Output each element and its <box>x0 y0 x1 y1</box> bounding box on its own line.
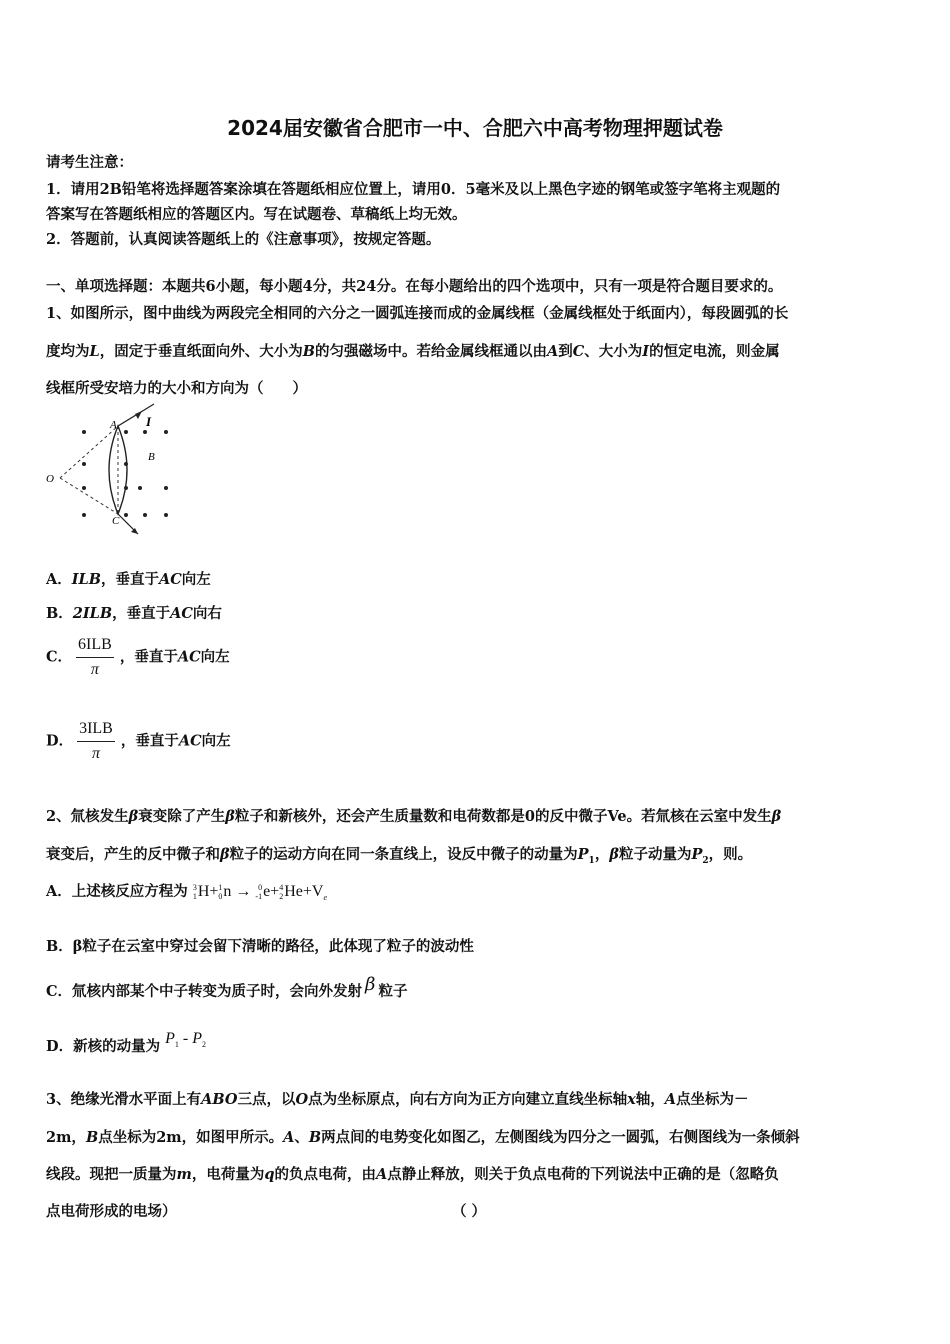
label-a: A <box>110 419 117 431</box>
q3-line-2: 2m，B点坐标为2m，如图甲所示。A、B两点间的电势变化如图乙，左侧图线为四分之一圆弧，右侧图线为一条倾斜 <box>46 1129 800 1146</box>
page-title: 2024届安徽省合肥市一中、合肥六中高考物理押题试卷 <box>227 116 723 140</box>
magnetic-field-figure <box>42 402 182 538</box>
field-dots <box>82 430 168 517</box>
label-i: I <box>146 414 152 429</box>
q1-line-3: 线框所受安培力的大小和方向为（ ） <box>46 380 307 397</box>
q1-option-b[interactable]: B．2ILB，垂直于AC向右 <box>46 605 222 622</box>
q3-line-4: 点电荷形成的电场） <box>46 1203 177 1220</box>
q2-line-2: 衰变后，产生的反中微子和β粒子的运动方向在同一条直线上，设反中微子的动量为$P_1$，β粒子动量为$P_2$，则。 <box>46 846 753 866</box>
q1-line-2: 度均为L，固定于垂直纸面向外、大小为B的匀强磁场中。若给金属线框通以由A到C、大小为I的恒定电流，则金属 <box>46 343 780 360</box>
current-arrow-out <box>131 528 138 534</box>
label-b: B <box>148 451 155 463</box>
fraction-3ilb: $\frac{\text{3ILB}}{\pi}$ <box>79 720 113 762</box>
notice-line-2: 答案写在答题纸相应的答题区内。写在试题卷、草稿纸上均无效。 <box>46 206 467 223</box>
q1-option-a[interactable]: A．ILB，垂直于AC向左 <box>46 571 211 588</box>
fraction-6ilb: $\frac{\text{6ILB}}{\pi}$ <box>78 636 112 678</box>
q1-line-1: 1、如图所示，图中曲线为两段完全相同的六分之一圆弧连接而成的金属线框（金属线框处于纸面内），每段圆弧的长 <box>46 305 789 322</box>
q3-line-1: 3、绝缘光滑水平面上有ABO三点，以O点为坐标原点，向右方向为正方向建立直线坐标轴x轴，A点坐标为－ <box>46 1091 749 1108</box>
q2-option-a[interactable]: A．上述核反应方程为 3 1 H+ 1 0 n → 0 -1 e+ 4 2 $He+V_e$ <box>46 883 327 903</box>
q3-line-3: 线段。现把一质量为m，电荷量为q的负点电荷，由A点静止释放，则关于负点电荷的下列说法中正确的是（忽略负 <box>46 1166 779 1183</box>
current-arrow-in <box>135 411 142 419</box>
nuclear-equation: 3 1 H+ 1 0 n → 0 -1 e+ 4 2 $He+V_e$ <box>192 883 327 903</box>
section-heading: 一、单项选择题：本题共6小题，每小题4分，共24分。在每小题给出的四个选项中，只有一项是符合题目要求的。 <box>46 278 783 295</box>
q2-option-b[interactable]: B．β粒子在云室中穿过会留下清晰的路径，此体现了粒子的波动性 <box>46 938 474 955</box>
q2-line-1: 2、氚核发生β衰变除了产生β粒子和新核外，还会产生质量数和电荷数都是0的反中微子Ve。若氚核在云室中发生β <box>46 808 782 825</box>
label-c: C <box>112 515 120 527</box>
notice-line-3: 2．答题前，认真阅读答题纸上的《注意事项》，按规定答题。 <box>46 231 441 248</box>
notice-heading: 请考生注意： <box>46 154 133 171</box>
answer-paren: （ ） <box>452 1203 487 1220</box>
notice-line-1: 1．请用2B铅笔将选择题答案涂填在答题纸相应位置上，请用0．5毫米及以上黑色字迹的钢笔或签字笔将主观题的 <box>46 181 781 198</box>
q2-option-d[interactable]: D．新核的动量为 $P_1 - P_2$ <box>46 1030 207 1055</box>
q2-option-c[interactable]: C．氚核内部某个中子转变为质子时，会向外发射 β 粒子 <box>46 974 408 1000</box>
q1-option-d[interactable]: D． $\frac{\text{3ILB}}{\pi}$ ，垂直于AC向左 <box>46 720 231 762</box>
q1-option-c[interactable]: C． $\frac{\text{6ILB}}{\pi}$ ，垂直于AC向左 <box>46 636 230 678</box>
label-o: O <box>46 473 54 485</box>
